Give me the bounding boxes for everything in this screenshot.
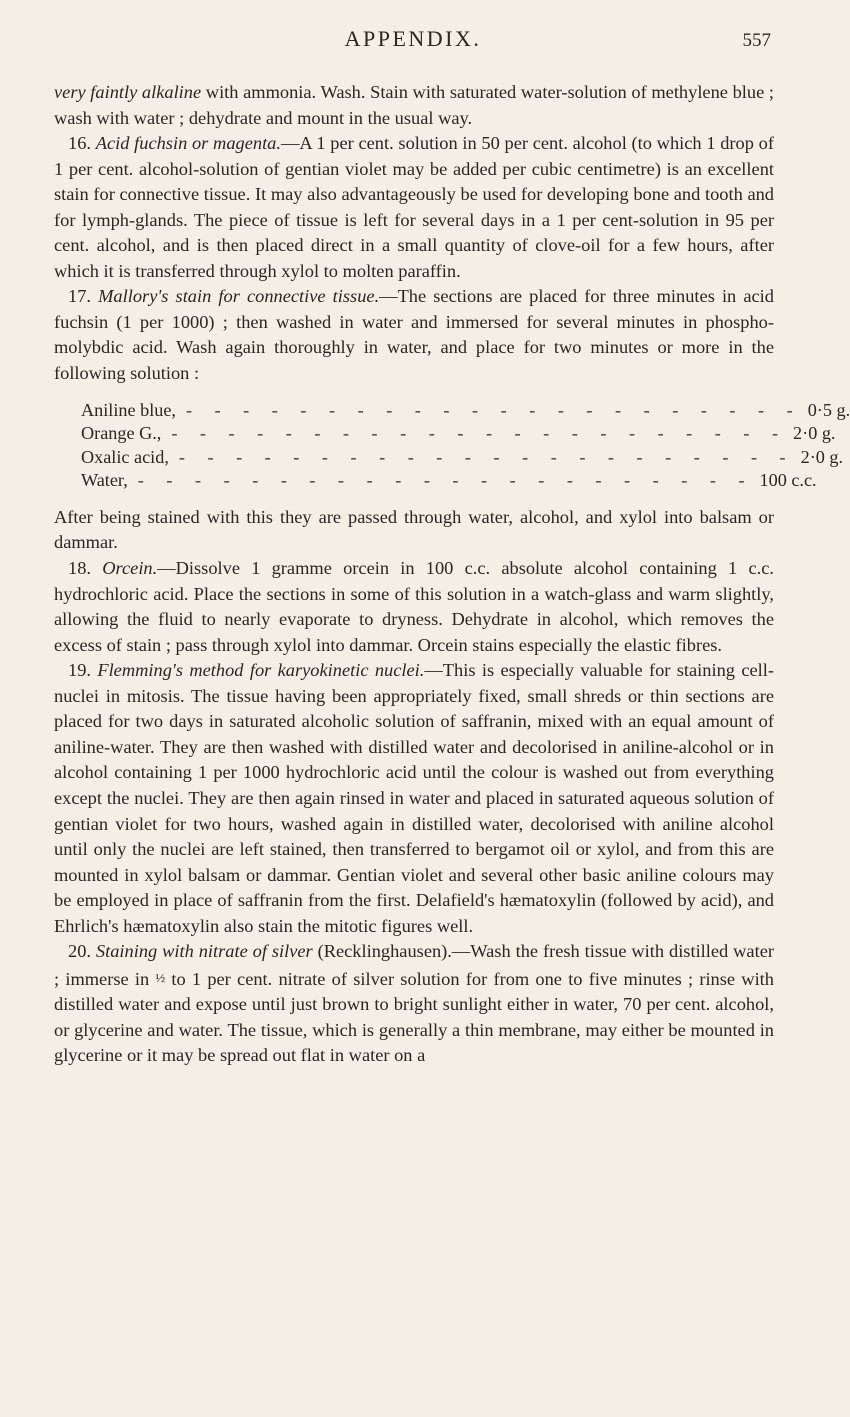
ingredient-amount: 0·5 g. (807, 399, 850, 420)
ingredient-name: Water, (81, 470, 128, 491)
recipe-row (81, 469, 817, 493)
entry-title: Acid fuchsin or magenta. (95, 133, 281, 154)
dot-leader: - - - - - - - - - - - - - - - - - - - - - - (137, 470, 754, 491)
entry-text-after-fraction: to 1 per cent. nitrate of silver solution for from one to five minutes ; rinse with distilled water and expose until just brown to bright sunlight either in water, 70 per cent. alcohol, or glycerine and water. The tissue, which is generally a thin membrane, may either be mounted in glycerine or it may be spread out flat in water on a (54, 968, 774, 1066)
entry-number: 20. (68, 941, 91, 962)
dot-leader: - - - - - - - - - - - - - - - - - - - - - - (171, 423, 788, 444)
entry-text-before-fraction: (Recklinghausen).—Wash the fresh tissue with distilled water ; immerse in (54, 941, 774, 989)
recipe-row (81, 446, 844, 470)
running-head: APPENDIX. (344, 26, 482, 51)
entry-title: Flemming's method for karyokinetic nuclei. (97, 660, 425, 681)
after-recipe-paragraph: After being stained with this they are passed through water, alcohol, and xylol into balsam or dammar. (54, 506, 774, 553)
entry-19 (54, 658, 774, 939)
continuation-paragraph (54, 80, 774, 131)
entry-20 (54, 939, 774, 1069)
ingredient-name: Aniline blue, (81, 399, 176, 420)
dot-leader: - - - - - - - - - - - - - - - - - - - - - - (185, 399, 802, 420)
ingredient-amount: 100 c.c. (759, 470, 817, 491)
emphasis-phrase: very faintly alkaline (54, 82, 202, 102)
ingredient-amount: 2·0 g. (800, 446, 844, 467)
entry-title: Mallory's stain for connective tissue. (98, 286, 380, 307)
dot-leader: - - - - - - - - - - - - - - - - - - - - - - (178, 446, 795, 467)
page-header (55, 20, 771, 60)
paragraph-text: with ammonia. Wash. Stain with saturated water-solution of methylene blue ; wash with water ; dehydrate and mount in the usual way. (54, 82, 774, 128)
page-body (54, 80, 850, 1069)
entry-text: —This is especially valuable for staining cell-nuclei in mitosis. The tissue having been appropriately fixed, small shreds or thin sections are placed for two days in saturated alcoholic solution of saffranin, mixed with an equal amount of aniline-water. They are then washed with distilled water and decolorised in aniline-alcohol or in alcohol containing 1 per 1000 hydrochloric acid until the colour is washed out from everything except the nuclei. They are then again rinsed in water and placed in saturated aqueous solution of gentian violet for two hours, washed again in distilled water, decolorised with aniline alcohol until only the nuclei are left stained, then transferred to bergamot oil or xylol, and from this are mounted in xylol balsam or dammar. Gentian violet and several other basic aniline colours may be employed in place of saffranin from the first. Delafield's hæmatoxylin (followed by acid), and Ehrlich's hæmatoxylin also stain the mitotic figures well. (54, 660, 774, 936)
ingredient-amount: 2·0 g. (793, 423, 836, 444)
entry-number: 17. (68, 286, 91, 307)
solution-recipe (81, 399, 850, 493)
ingredient-name: Orange G., (81, 423, 162, 444)
entry-number: 18. (68, 558, 91, 579)
page-number: 557 (742, 30, 771, 51)
entry-text: —Dissolve 1 gramme orcein in 100 c.c. absolute alcohol containing 1 c.c. hydrochloric acid. Place the sections in some of this solution in a watch-glass and warm slightly, allowing the fluid to nearly evaporate to dryness. Dehydrate in alcohol, which removes the excess of stain ; pass through xylol into dammar. Orcein stains especially the elastic fibres. (54, 558, 774, 655)
entry-title: Staining with nitrate of silver (95, 941, 313, 962)
entry-number: 19. (68, 660, 91, 681)
recipe-row (81, 399, 850, 423)
entry-text: —The sections are placed for three minutes in acid fuchsin (1 per 1000) ; then washed in water and immersed for several minutes in phospho-molybdic acid. Wash again thoroughly in water, and place for two minutes or more in the following solution : (54, 286, 774, 384)
recipe-row (81, 422, 836, 446)
entry-16 (54, 131, 774, 284)
fraction: ½ (155, 969, 166, 985)
ingredient-name: Oxalic acid, (81, 446, 169, 467)
entry-title: Orcein. (102, 558, 158, 579)
entry-text: —A 1 per cent. solution in 50 per cent. alcohol (to which 1 drop of 1 per cent. alcohol-solution of gentian violet may be added per cubic centimetre) is an excellent stain for connective tissue. It may also advantageously be used for developing bone and tooth and for lymph-glands. The piece of tissue is left for several days in a 1 per cent-solution in 95 per cent. alcohol, and is then placed direct in a small quantity of clove-oil for a few hours, after which it is transferred through xylol to molten paraffin. (54, 133, 774, 281)
entry-18 (54, 556, 774, 658)
entry-number: 16. (68, 133, 91, 154)
entry-17 (54, 284, 774, 386)
